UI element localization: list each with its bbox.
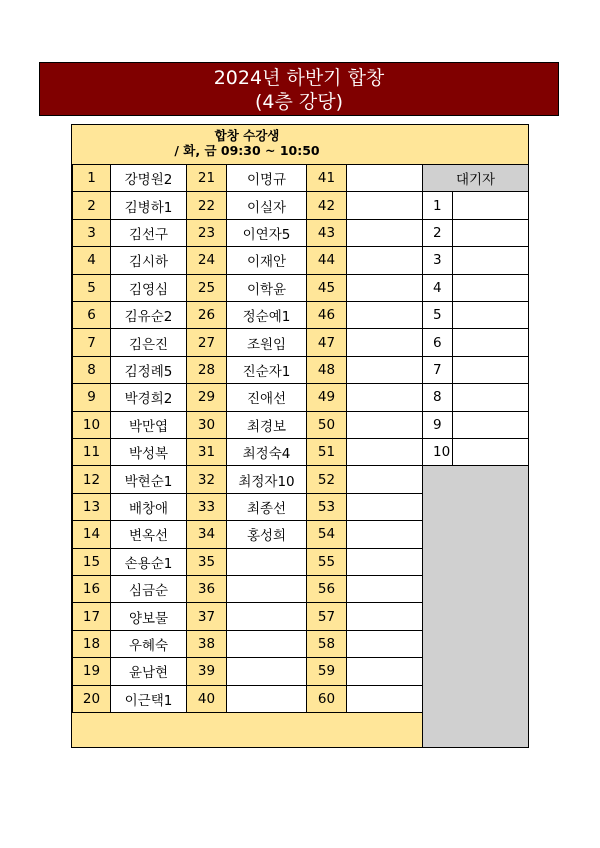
roster-number: 33 [186,493,227,521]
roster-name [346,520,423,548]
roster-number: 20 [72,685,111,713]
roster-name: 박현순1 [110,465,187,493]
roster-name: 이학윤 [226,274,307,302]
roster-name: 김은진 [110,328,187,356]
roster-number: 54 [306,520,347,548]
roster-name: 이근택1 [110,685,187,713]
roster-number: 18 [72,630,111,658]
roster-number: 57 [306,602,347,630]
roster-name [226,575,307,603]
roster-number: 31 [186,438,227,466]
page-subtitle: (4층 강당) [254,91,343,113]
roster-name: 윤남현 [110,657,187,685]
roster-number: 19 [72,657,111,685]
roster-sheet [71,124,529,748]
roster-name [346,356,423,384]
roster-number: 34 [186,520,227,548]
roster-name [346,575,423,603]
roster-number: 50 [306,411,347,439]
waitlist-name [452,191,529,219]
roster-name: 김병하1 [110,191,187,219]
roster-number: 17 [72,602,111,630]
roster-name [226,548,307,576]
roster-name [346,328,423,356]
roster-name: 이재안 [226,246,307,274]
waitlist-name [452,328,529,356]
waitlist-name [452,274,529,302]
waitlist-name [452,301,529,329]
roster-number: 16 [72,575,111,603]
roster-number: 14 [72,520,111,548]
roster-name: 양보물 [110,602,187,630]
roster-name: 최종선 [226,493,307,521]
roster-number: 49 [306,383,347,411]
roster-number: 11 [72,438,111,466]
roster-name: 손용순1 [110,548,187,576]
roster-name: 진애선 [226,383,307,411]
roster-name: 변옥선 [110,520,187,548]
roster-number: 39 [186,657,227,685]
roster-name [226,602,307,630]
roster-name: 우혜숙 [110,630,187,658]
waitlist-number: 4 [422,274,453,302]
roster-name [346,219,423,247]
roster-name [346,630,423,658]
roster-number: 25 [186,274,227,302]
roster-name [346,191,423,219]
roster-number: 52 [306,465,347,493]
roster-number: 23 [186,219,227,247]
roster-number: 59 [306,657,347,685]
roster-name [226,685,307,713]
waitlist-number: 10 [422,438,453,466]
roster-number: 35 [186,548,227,576]
roster-name: 김유순2 [110,301,187,329]
roster-number: 12 [72,465,111,493]
roster-number: 36 [186,575,227,603]
roster-number: 1 [72,164,111,192]
roster-number: 51 [306,438,347,466]
waitlist-number: 2 [422,219,453,247]
roster-name [346,438,423,466]
roster-number: 45 [306,274,347,302]
roster-name: 최경보 [226,411,307,439]
roster-name: 박성복 [110,438,187,466]
page-title: 2024년 하반기 합창 [213,67,385,89]
roster-name: 심금순 [110,575,187,603]
roster-name: 진순자1 [226,356,307,384]
roster-number: 13 [72,493,111,521]
roster-name: 이연자5 [226,219,307,247]
roster-number: 15 [72,548,111,576]
roster-name [346,493,423,521]
waitlist-number: 1 [422,191,453,219]
roster-number: 24 [186,246,227,274]
roster-number: 7 [72,328,111,356]
roster-number: 43 [306,219,347,247]
waitlist-name [452,219,529,247]
waitlist-number: 6 [422,328,453,356]
roster-number: 30 [186,411,227,439]
roster-number: 38 [186,630,227,658]
waitlist-name [452,383,529,411]
roster-number: 47 [306,328,347,356]
roster-name: 강명원2 [110,164,187,192]
roster-number: 8 [72,356,111,384]
roster-number: 6 [72,301,111,329]
roster-number: 2 [72,191,111,219]
roster-name [346,301,423,329]
roster-name: 박만엽 [110,411,187,439]
roster-number: 3 [72,219,111,247]
roster-number: 60 [306,685,347,713]
roster-number: 58 [306,630,347,658]
waitlist-number: 7 [422,356,453,384]
roster-name [346,246,423,274]
roster-name: 김시하 [110,246,187,274]
roster-name [346,465,423,493]
roster-name: 김영심 [110,274,187,302]
roster-name [226,630,307,658]
waitlist-filler [422,465,529,747]
roster-name: 이실자 [226,191,307,219]
roster-number: 56 [306,575,347,603]
roster-number: 44 [306,246,347,274]
roster-name [226,657,307,685]
waitlist-number: 5 [422,301,453,329]
roster-number: 42 [306,191,347,219]
roster-number: 4 [72,246,111,274]
roster-name [346,602,423,630]
roster-name: 조원임 [226,328,307,356]
waitlist-name [452,356,529,384]
class-schedule: / 화, 금 09:30 ~ 10:50 [174,143,320,158]
roster-name [346,685,423,713]
roster-number: 53 [306,493,347,521]
roster-name [346,274,423,302]
roster-name: 이명규 [226,164,307,192]
roster-name [346,548,423,576]
roster-number: 29 [186,383,227,411]
waitlist-number: 8 [422,383,453,411]
roster-name: 최정숙4 [226,438,307,466]
roster-number: 21 [186,164,227,192]
roster-number: 10 [72,411,111,439]
class-title: 합창 수강생 [214,128,280,143]
roster-number: 46 [306,301,347,329]
roster-name: 홍성희 [226,520,307,548]
waitlist-name [452,411,529,439]
waitlist-name [452,246,529,274]
page-banner [39,62,559,116]
roster-name [346,411,423,439]
roster-number: 41 [306,164,347,192]
class-header [72,125,422,163]
roster-number: 26 [186,301,227,329]
roster-number: 55 [306,548,347,576]
roster-name: 김정례5 [110,356,187,384]
roster-number: 27 [186,328,227,356]
roster-name: 김선구 [110,219,187,247]
roster-number: 22 [186,191,227,219]
waitlist-name [452,438,529,466]
waitlist-title: 대기자 [422,164,529,192]
waitlist-number: 3 [422,246,453,274]
roster-name [346,383,423,411]
roster-number: 48 [306,356,347,384]
roster-number: 5 [72,274,111,302]
roster-number: 9 [72,383,111,411]
roster-number: 40 [186,685,227,713]
roster-number: 37 [186,602,227,630]
roster-name [346,164,423,192]
roster-name: 최정자10 [226,465,307,493]
roster-name: 배창애 [110,493,187,521]
roster-name: 정순예1 [226,301,307,329]
waitlist-number: 9 [422,411,453,439]
roster-number: 32 [186,465,227,493]
roster-name [346,657,423,685]
roster-number: 28 [186,356,227,384]
roster-name: 박경희2 [110,383,187,411]
